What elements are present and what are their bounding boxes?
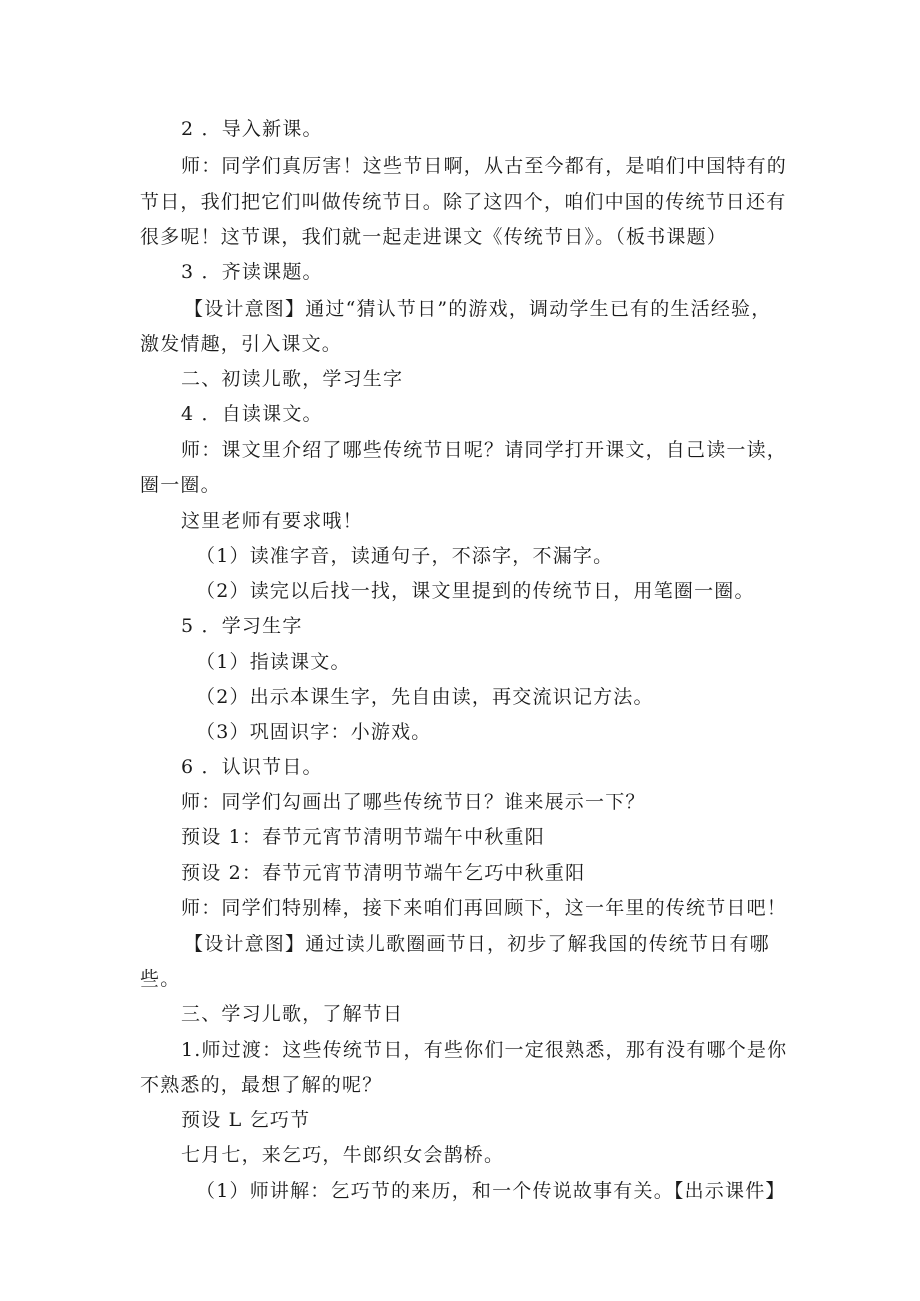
paragraph-line: 1.师过渡：这些传统节日，有些你们一定很熟悉，那有没有哪个是你: [181, 1039, 788, 1061]
paragraph-line: 节日，我们把它们叫做传统节日。除了这四个，咱们中国的传统节日还有: [140, 191, 787, 213]
paragraph-line: 预设 L 乞巧节: [181, 1109, 311, 1131]
paragraph-line: 这里老师有要求哦！: [181, 510, 363, 532]
list-item: （2）出示本课生字，先自由读，再交流识记方法。: [196, 686, 654, 708]
section-heading: 三、学习儿歌，了解节日: [181, 1003, 404, 1025]
paragraph-line: 很多呢！这节课，我们就一起走进课文《传统节日》。（板书课题）: [140, 226, 728, 248]
section-item-4: 4 ．自读课文。: [181, 403, 323, 425]
paragraph-line: 预设 2：春节元宵节清明节端午乞巧中秋重阳: [181, 862, 586, 884]
paragraph-line: 不熟悉的，最想了解的呢？: [140, 1074, 383, 1096]
section-item-6: 6 ．认识节日。: [181, 756, 323, 778]
list-item: （1）读准字音，读通句子，不添字，不漏字。: [196, 545, 614, 567]
paragraph-line: 圈一圈。: [140, 474, 221, 496]
design-intent-line: 【设计意图】通过“猜认节日”的游戏，调动学生已有的生活经验，: [184, 298, 772, 320]
paragraph-line: 七月七，来乞巧，牛郎织女会鹊桥。: [181, 1144, 505, 1166]
list-item: （1）指读课文。: [196, 651, 351, 673]
design-intent-line: 激发情趣，引入课文。: [140, 333, 343, 355]
design-intent-line: 【设计意图】通过读儿歌圈画节日，初步了解我国的传统节日有哪: [184, 933, 770, 955]
paragraph-line: 师：课文里介绍了哪些传统节日呢？请同学打开课文，自己读一读，: [181, 439, 788, 461]
design-intent-line: 些。: [140, 968, 181, 990]
paragraph-line: 师：同学们真厉害！这些节日啊，从古至今都有，是咱们中国特有的: [181, 155, 788, 177]
section-item-2: 2 ．导入新课。: [181, 118, 323, 140]
section-heading: 二、初读儿歌，学习生字: [181, 368, 404, 390]
paragraph-line: 师：同学们特别棒，接下来咱们再回顾下，这一年里的传统节日吧！: [181, 897, 788, 919]
paragraph-line: 师：同学们勾画出了哪些传统节日？谁来展示一下？: [181, 791, 646, 813]
section-item-5: 5 ．学习生字: [181, 615, 303, 637]
list-item: （2）读完以后找一找，课文里提到的传统节日，用笔圈一圈。: [196, 580, 755, 602]
section-item-3: 3 ．齐读课题。: [181, 261, 323, 283]
paragraph-line: 预设 1：春节元宵节清明节端午中秋重阳: [181, 826, 545, 848]
list-item: （1）师讲解：乞巧节的来历，和一个传说故事有关。【出示课件】: [196, 1180, 786, 1202]
list-item: （3）巩固识字：小游戏。: [196, 721, 432, 743]
